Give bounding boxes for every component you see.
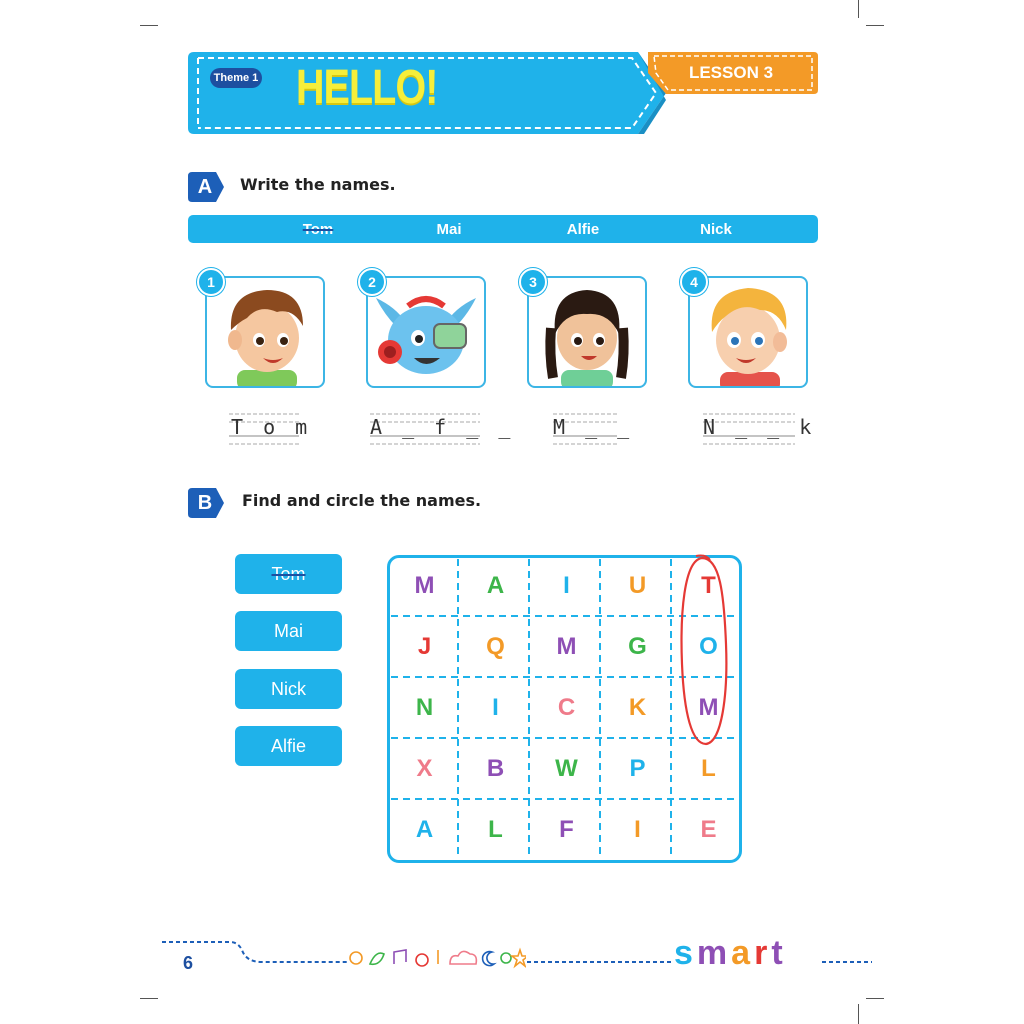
leaf-icon — [370, 953, 384, 964]
brand-letter: a — [731, 934, 755, 972]
brand-logo — [674, 934, 787, 973]
section-a-instruction: Write the names. — [240, 175, 396, 194]
grid-letter[interactable]: X — [416, 754, 433, 782]
grid-letter[interactable]: I — [634, 815, 641, 843]
grid-letter[interactable]: J — [417, 632, 432, 660]
blue-robot-alien-icon — [366, 276, 486, 388]
name-card-nick[interactable]: Nick — [235, 669, 342, 709]
crop-mark — [858, 1004, 859, 1024]
crop-mark — [858, 0, 859, 18]
brand-letter: r — [754, 934, 772, 972]
grid-letter[interactable]: T — [701, 571, 716, 599]
brand-letter: s — [674, 934, 697, 972]
word-bank-item: Tom — [302, 220, 334, 238]
answer-circle — [676, 554, 732, 750]
grid-letter[interactable]: A — [415, 815, 434, 843]
grid-letter[interactable]: O — [699, 632, 718, 660]
answer-text[interactable]: N _ _ k — [703, 415, 816, 439]
boy-brown-hair-icon — [205, 276, 325, 388]
name-card-alfie[interactable]: Alfie — [235, 726, 342, 766]
page-title: HELLO! — [296, 61, 438, 114]
word-bank-item: Nick — [700, 220, 732, 238]
page-number: 6 — [183, 953, 194, 973]
picture-number: 3 — [519, 268, 547, 296]
flower-icon — [350, 952, 362, 964]
grid-letter[interactable]: C — [557, 693, 576, 721]
section-b-letter: B — [197, 491, 213, 514]
crop-mark — [866, 25, 884, 26]
music-note-icon — [394, 950, 406, 964]
grid-letter[interactable]: G — [628, 632, 647, 660]
name-card-tom[interactable]: Tom — [235, 554, 342, 594]
picture-number: 4 — [680, 268, 708, 296]
grid-letter[interactable]: M — [414, 571, 435, 599]
lesson-label: LESSON 3 — [688, 63, 774, 82]
section-b-instruction: Find and circle the names. — [242, 491, 482, 510]
brand-letter: t — [771, 934, 787, 972]
grid-letter[interactable]: I — [563, 571, 570, 599]
boy-blond-hair-icon — [688, 276, 808, 388]
grid-letter[interactable]: L — [701, 754, 716, 782]
answer-text[interactable]: A _ f _ _ — [370, 415, 515, 439]
grid-letter[interactable]: P — [629, 754, 646, 782]
answer-text[interactable]: T o m — [231, 415, 312, 439]
grid-letter[interactable]: F — [559, 815, 574, 843]
apple-icon — [416, 954, 428, 966]
grid-letter[interactable]: B — [486, 754, 505, 782]
grid-letter[interactable]: I — [492, 693, 499, 721]
crop-mark — [140, 25, 158, 26]
section-a-letter: A — [197, 175, 213, 198]
moon-icon — [483, 952, 494, 966]
grid-letter[interactable]: A — [486, 571, 505, 599]
grid-letter[interactable]: M — [698, 693, 719, 721]
name-card-mai[interactable]: Mai — [235, 611, 342, 651]
theme-label: Theme 1 — [210, 68, 262, 88]
brand-letter: m — [696, 934, 732, 972]
grid-letter[interactable]: U — [628, 571, 647, 599]
crop-mark — [140, 998, 158, 999]
girl-black-braids-icon — [527, 276, 647, 388]
grid-letter[interactable]: L — [488, 815, 503, 843]
grid-letter[interactable]: M — [556, 632, 577, 660]
star-icon — [512, 950, 526, 966]
word-bank-item: Mai — [436, 220, 462, 238]
footer-decor — [346, 946, 526, 972]
word-bank-item: Alfie — [566, 220, 600, 238]
grid-letter[interactable]: Q — [486, 632, 505, 660]
answer-text[interactable]: M _ _ — [553, 415, 634, 439]
grid-letter[interactable]: E — [700, 815, 717, 843]
picture-number: 2 — [358, 268, 386, 296]
gear-icon — [501, 953, 511, 963]
grid-letter[interactable]: K — [628, 693, 647, 721]
picture-number: 1 — [197, 268, 225, 296]
crop-mark — [866, 998, 884, 999]
grid-letter[interactable]: W — [555, 754, 578, 782]
grid-letter[interactable]: N — [415, 693, 434, 721]
cloud-icon — [450, 951, 476, 964]
